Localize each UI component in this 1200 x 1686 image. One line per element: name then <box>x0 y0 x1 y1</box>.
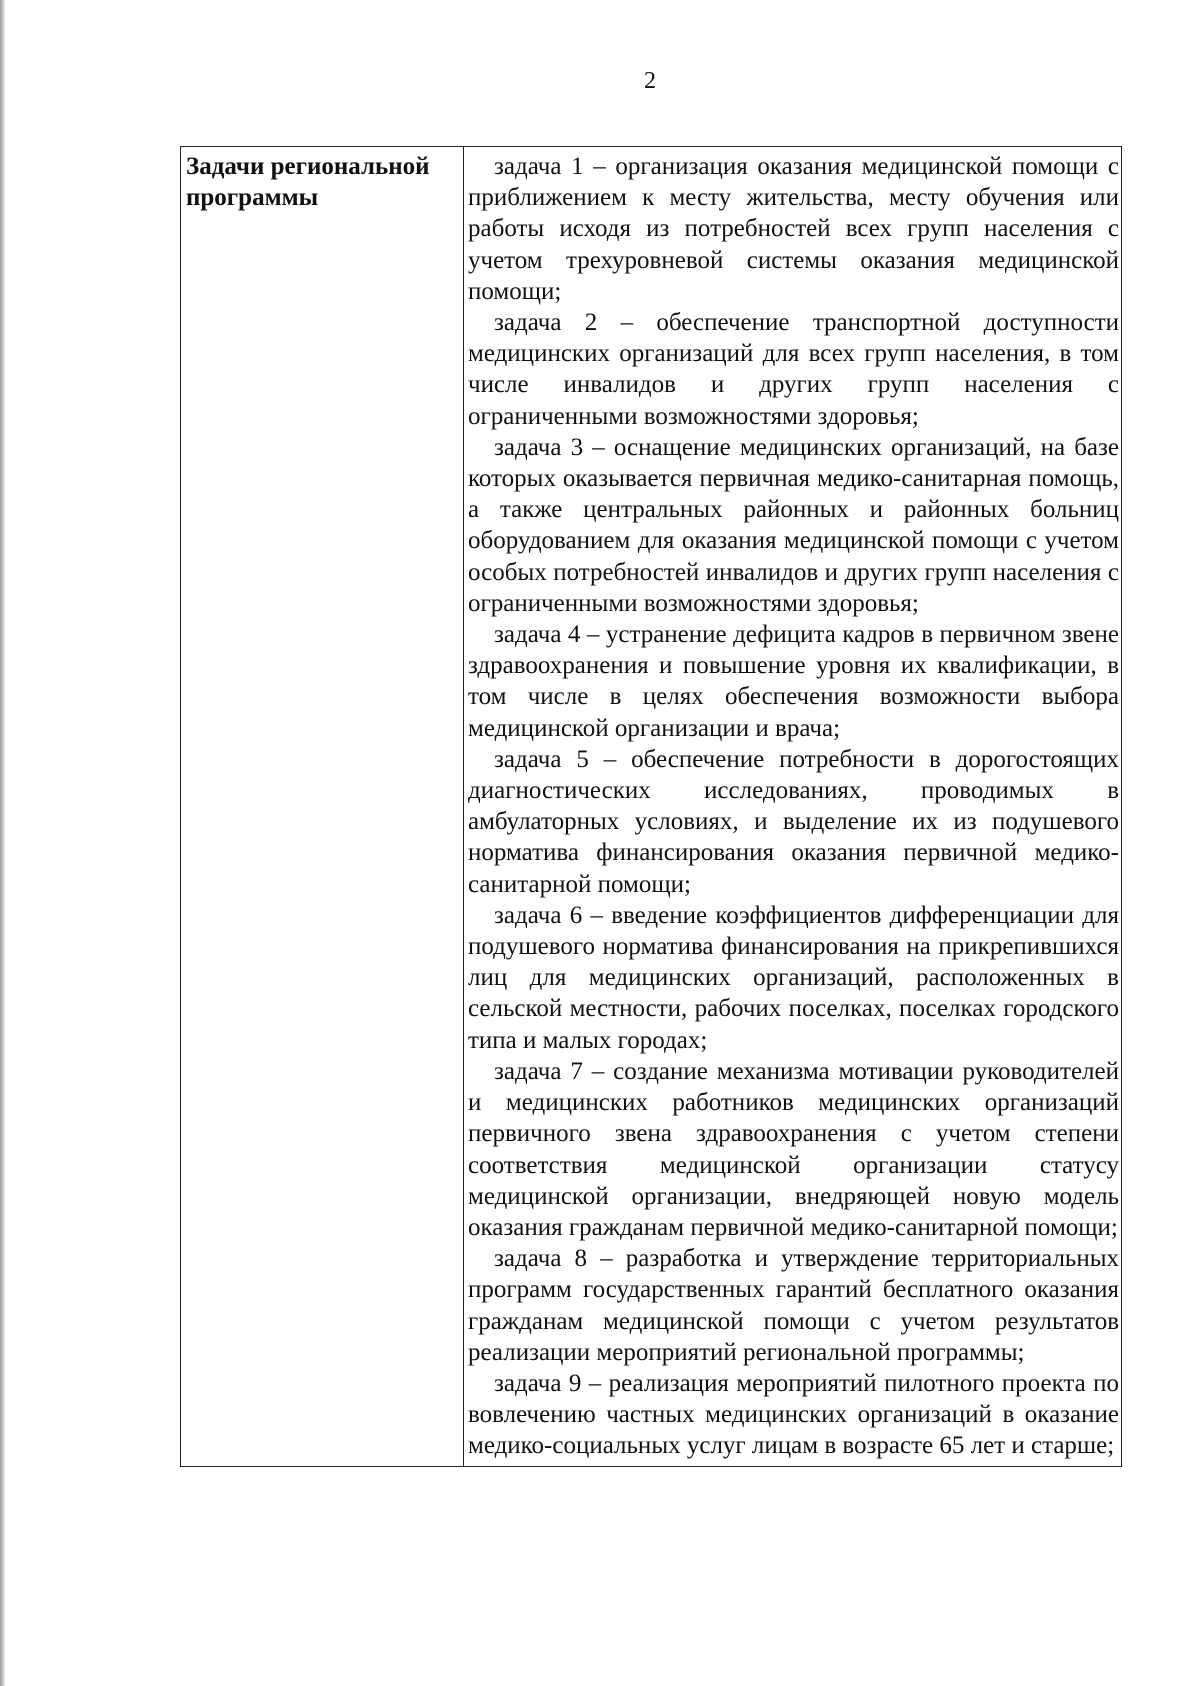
scan-edge <box>0 0 5 1686</box>
task-2: задача 2 – обеспечение транспортной доступности медицинских организаций для всех групп населения, в том числе инвалидов и других групп населения с ограниченными возможностями здоровья; <box>468 309 1119 430</box>
task-7: задача 7 – создание механизма мотивации руководителей и медицинских работников медицинских организаций первичного звена здравоохранения с учетом степени соответствия медицинской организации статусу медицинской организации, внедряющей новую модель оказания гражданам первичной медико-санитарной помощи; <box>468 1057 1119 1241</box>
task-3: задача 3 – оснащение медицинских организаций, на базе которых оказывается первичная медико-санитарная помощь, а также центральных районных и районных больниц оборудованием для оказания медицинской помощи с учетом особых потребностей инвалидов и других групп населения с ограниченными возможностями здоровья; <box>468 433 1119 617</box>
task-8: задача 8 – разработка и утверждение территориальных программ государственных гарантий бесплатного оказания гражданам медицинской помощи с учетом результатов реализации мероприятий региональной программы; <box>468 1245 1119 1366</box>
task-1: задача 1 – организация оказания медицинской помощи с приближением к месту жительства, месту обучения или работы исходя из потребностей всех групп населения с учетом трехуровневой системы оказания медицинской помощи; <box>468 153 1119 305</box>
task-5: задача 5 – обеспечение потребности в дорогостоящих диагностических исследованиях, проводимых в амбулаторных условиях, и выделение их из подушевого норматива финансирования оказания первичной медико-санитарной помощи; <box>468 745 1119 898</box>
page-number: 2 <box>644 68 656 94</box>
task-4: задача 4 – устранение дефицита кадров в первичном звене здравоохранения и повышение уровня их квалификации, в том числе в целях обеспечения возможности выбора медицинской организации и врача; <box>468 621 1119 742</box>
table-row <box>181 147 1122 1467</box>
task-9: задача 9 – реализация мероприятий пилотного проекта по вовлечению частных медицинских организаций в оказание медико-социальных услуг лицам в возрасте 65 лет и старше; <box>468 1369 1119 1460</box>
content-cell <box>464 147 1122 1467</box>
task-6: задача 6 – введение коэффициентов дифференциации для подушевого норматива финансирования на прикрепившихся лиц для медицинских организаций, расположенных в сельской местности, рабочих поселках, поселках городского типа и малых городах; <box>468 901 1119 1054</box>
program-tasks-table <box>180 146 1122 1467</box>
label-cell <box>181 147 464 1467</box>
row-label: Задачи региональной программы <box>186 153 430 211</box>
